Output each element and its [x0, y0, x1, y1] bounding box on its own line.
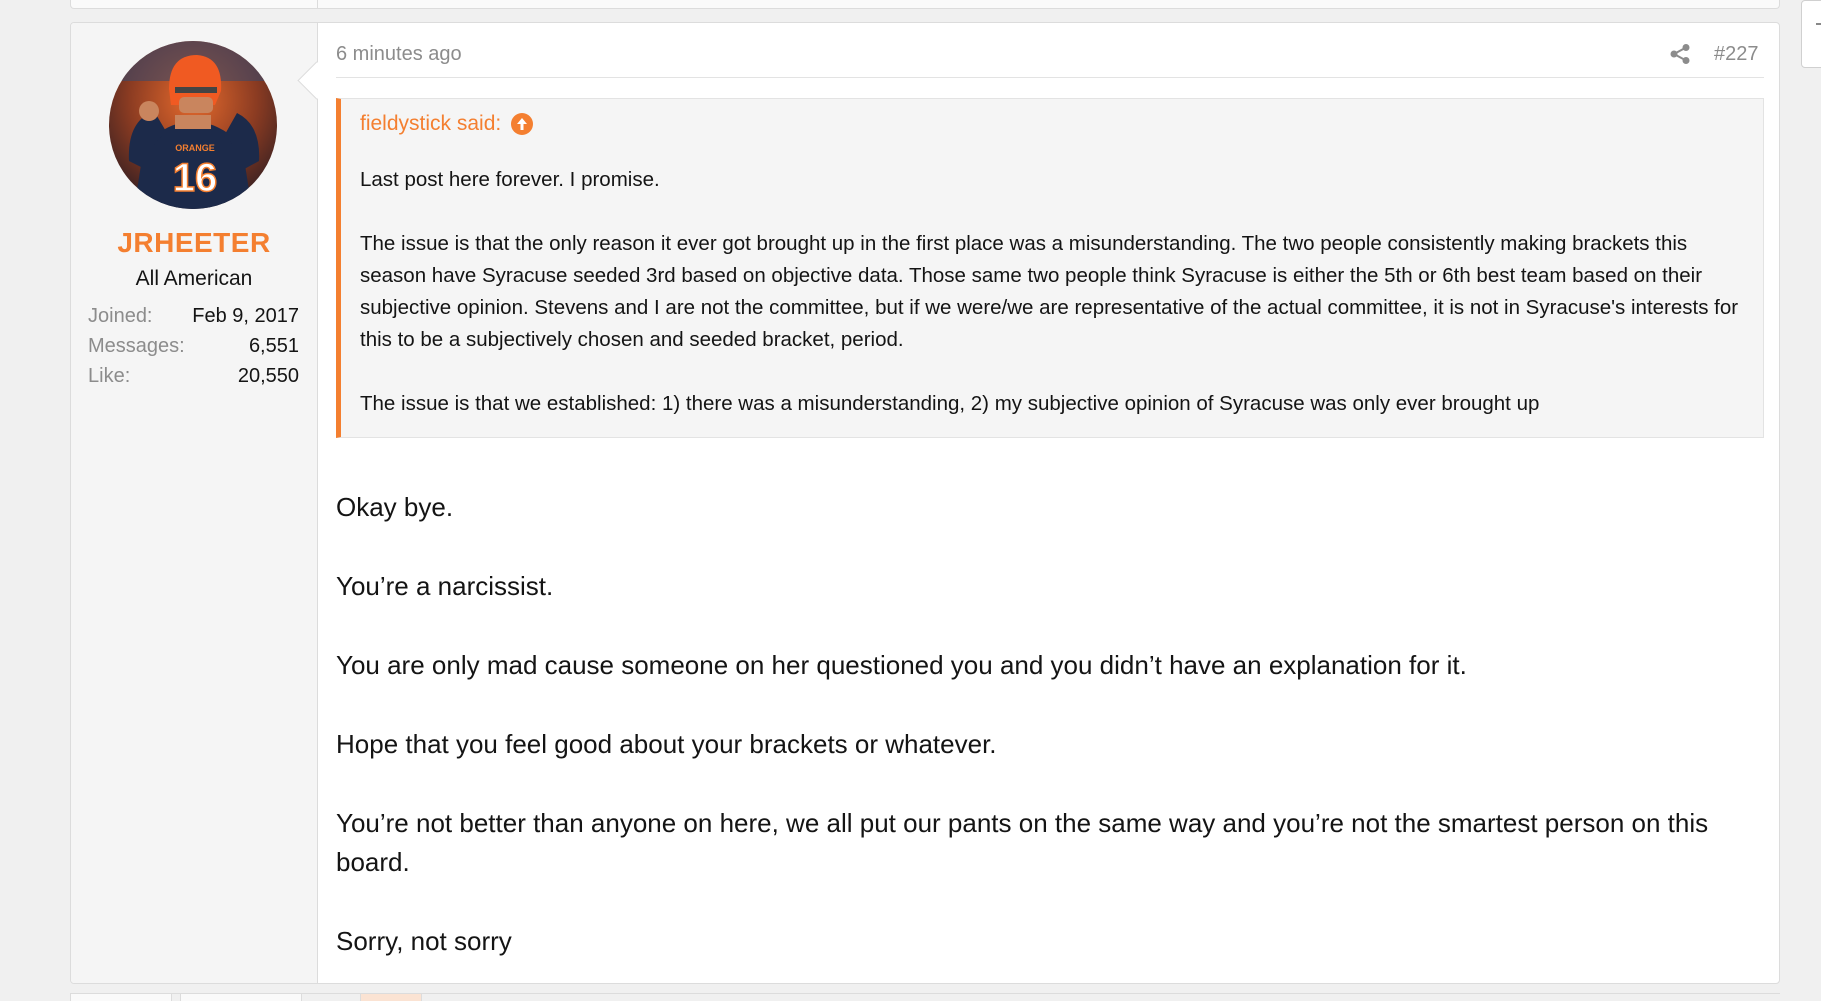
previous-post-bottom-edge: [70, 0, 1780, 9]
message-paragraph: You’re not better than anyone on here, we all put our pants on the same way and you’re not the smartest person on this board.: [336, 808, 1709, 877]
stat-likes: [88, 361, 299, 391]
post-timestamp[interactable]: 6 minutes ago: [336, 43, 462, 65]
user-info-panel: [71, 23, 318, 983]
stat-joined: [88, 301, 299, 331]
quote-attribution[interactable]: [360, 112, 533, 136]
share-icon[interactable]: [1669, 43, 1691, 65]
stat-value: 6,551: [248, 335, 299, 357]
stat-value: Feb 9, 2017: [192, 305, 299, 327]
avatar-jersey-number: 16: [172, 156, 218, 200]
quote-body: [360, 164, 1745, 438]
quote-paragraph: The issue is that the only reason it ever got brought up in the first place was a misunderstanding. The two people consistently making brackets this season have Syracuse seeded 3rd based on objective data. Those same two people think Syracuse is either the 5th or 6th best team based on their subjective opinion. Stevens and I are not the committee, but if we were/we are representative of the actual committee, it is not in Syracuse's interests for this to be a subjectively chosen and seeded bracket, period.: [360, 232, 1739, 351]
forum-post: [70, 22, 1780, 984]
quote-author-line: fieldystick said:: [360, 112, 502, 135]
quote-paragraph: Last post here forever. I promise.: [360, 168, 660, 191]
message-paragraph: You’re a narcissist.: [336, 571, 554, 601]
stat-value: 20,550: [237, 365, 299, 387]
message-paragraph: Okay bye.: [336, 492, 454, 522]
quote-paragraph: The issue is that we established: 1) there was a misunderstanding, 2) my subjective opinion of Syracuse was only ever brought up: [360, 392, 1540, 415]
quoted-post: [336, 98, 1764, 438]
username[interactable]: JRHEETER: [117, 227, 271, 258]
post-message: [336, 488, 1764, 984]
user-title: All American: [135, 267, 253, 290]
message-paragraph: Sorry, not sorry: [336, 926, 512, 956]
stat-messages: [88, 331, 299, 361]
stat-label: Messages:: [88, 335, 185, 357]
arrow-up-circle-icon[interactable]: [511, 113, 533, 135]
stat-label: Joined:: [88, 305, 153, 327]
post-number-link[interactable]: #227: [1714, 43, 1759, 65]
post-header: [336, 23, 1764, 78]
stat-label: Like:: [88, 365, 131, 387]
user-stats: [88, 301, 299, 391]
avatar-image: [109, 41, 277, 209]
previous-post-divider: [317, 0, 318, 8]
avatar-jersey-text: ORANGE: [175, 143, 215, 153]
message-paragraph: You are only mad cause someone on her questioned you and you didn’t have an explanation for it.: [336, 650, 1467, 680]
post-content: [336, 23, 1764, 983]
avatar[interactable]: [109, 41, 277, 209]
page-side-widget[interactable]: [1801, 0, 1821, 68]
message-paragraph: Hope that you feel good about your brackets or whatever.: [336, 729, 997, 759]
